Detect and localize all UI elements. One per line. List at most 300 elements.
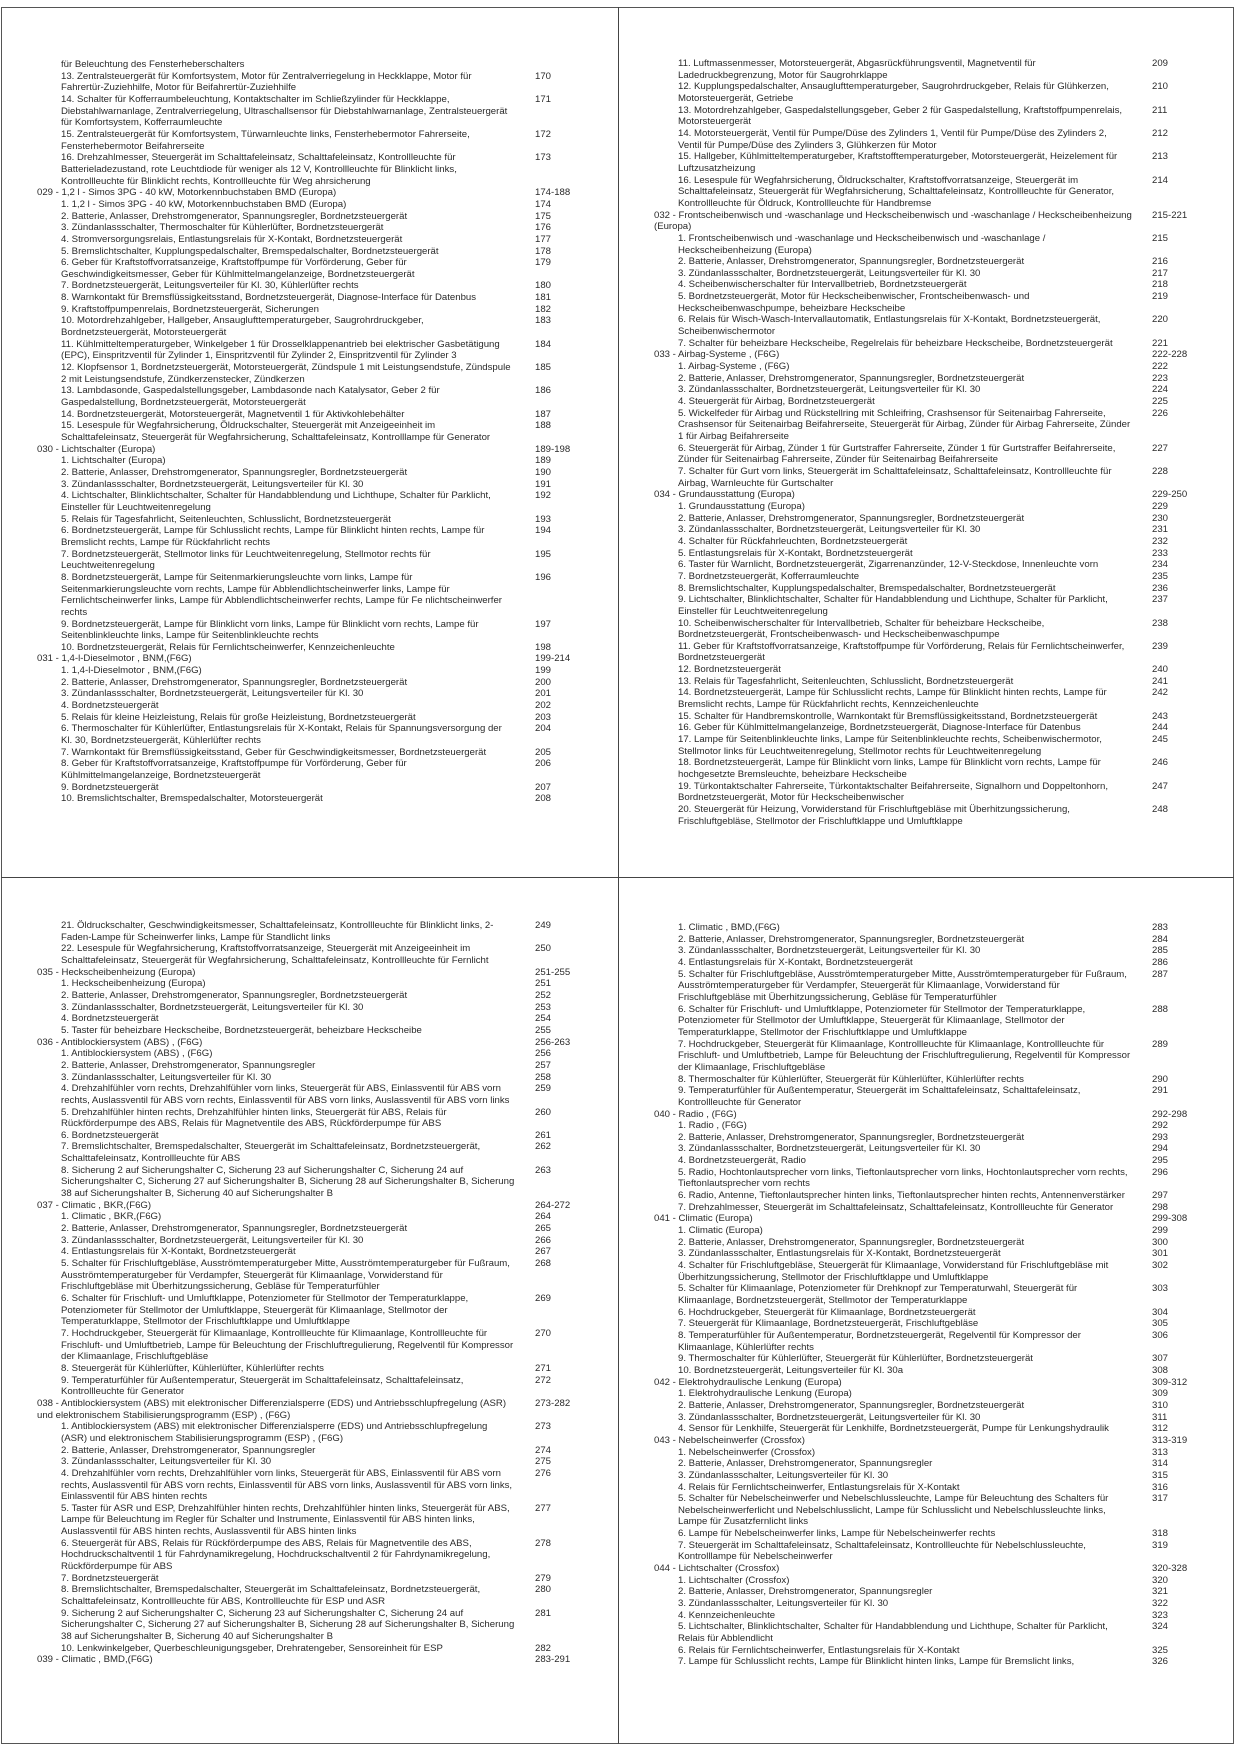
toc-entry-title: 036 - Antiblockiersystem (ABS) , (F6G) [37,1036,203,1048]
toc-entry-title: 17. Lampe für Seitenblinkleuchte links, Lampe für Seitenblinkleuchte rechts, Scheibenwischermotor, Stellmotor links für Leuchtweitenregelung, Stellmotor rechts für Leuchtweitenregelung [678,734,1102,757]
toc-item-entry [654,969,1214,1004]
toc-entry-title: 9. Temperaturfühler für Außentemperatur, Steuergerät im Schalttafeleinsatz, Schalttafeleinsatz, Kontrollleuchte für Generator [61,1374,464,1398]
toc-item-entry [37,199,597,211]
toc-entry-page-number: 326 [1152,1656,1169,1668]
toc-entry-title: 5. Radio, Hochtonlautsprecher vorn links, Tieftonlautsprecher vorn links, Hochtonlautsprecher vorn rechts, Tieftonlautsprecher vorn rechts [678,1166,1128,1190]
toc-entry-title: 5. Taster für beheizbare Heckscheibe, Bordnetzsteuergerät, beheizbare Heckscheibe [61,1024,422,1036]
toc-entry-page-number: 302 [1152,1260,1169,1272]
toc-entry-title: 9. Lichtschalter, Blinklichtschalter, Schalter für Handabblendung und Lichthupe, Schalter für Parklicht, Einsteller für Leuchtweitenregelung [678,594,1108,617]
toc-entry-title: 1. Antiblockiersystem (ABS) mit elektronischer Differenzialsperre (EDS) und Antriebsschlupfregelung (ASR) und elektronischem Stabilisierungsprogramm (ESP) , (F6G) [61,1421,488,1444]
toc-item-entry [37,1293,597,1328]
toc-entry-title: 030 - Lichtschalter (Europa) [37,443,156,455]
toc-entry-title: 19. Türkontaktschalter Fahrerseite, Türkontaktschalter Beifahrerseite, Signalhorn und Doppeltonhorn, Bordnetzsteuergerät, Motor für Heckscheibenwischer [678,780,1109,804]
toc-entry-page-number: 319 [1152,1539,1169,1551]
toc-entry-title: 7. Steuergerät im Schalttafeleinsatz, Schalttafeleinsatz, Kontrollleuchte für Nebelschlussleuchte, Kontrolllampe für Nebelscheinwerfer [678,1539,1086,1563]
toc-entry-page-number: 261 [535,1129,552,1141]
toc-item-entry [654,524,1214,536]
toc-entry-title: 2. Batterie, Anlasser, Drehstromgenerator, Spannungsregler, Bordnetzsteuergerät [678,1131,1025,1143]
toc-entry-title: 6. Geber für Kraftstoffvorratsanzeige, Kraftstoffpumpe für Vorförderung, Geber für Geschwindigkeitsmesser, Geber für Kühlmittelmangelanzeige, Bordnetzsteuergerät [61,257,415,280]
toc-entry-page-number: 190 [535,466,552,478]
toc-entry-title: 13. Zentralsteuergerät für Komfortsystem, Motor für Zentralverriegelung in Heckklappe, Motor für Fahrertür-Zuziehhilfe, Motor für Beifahrertür-Zuziehhilfe [61,70,472,94]
toc-entry-title: 1. Elektrohydraulische Lenkung (Europa) [678,1388,852,1400]
toc-item-entry [654,1528,1214,1540]
toc-section-entry [37,1037,597,1049]
toc-item-entry [37,1002,597,1014]
toc-entry-page-number: 176 [535,222,552,234]
toc-continuation-line [37,59,597,71]
toc-entry-page-number: 222-228 [1152,349,1188,361]
toc-item-entry [37,525,597,548]
toc-item-entry [37,234,597,246]
toc-entry-title: 4. Bordnetzsteuergerät [61,1013,159,1025]
toc-entry-title: 4. Kennzeichenleuchte [678,1609,776,1621]
toc-item-entry [654,1365,1214,1377]
toc-item-entry [37,920,597,943]
toc-item-entry [654,1447,1214,1459]
toc-item-entry [654,279,1214,291]
toc-entry-page-number: 209 [1152,58,1169,69]
toc-entry-page-number: 219 [1152,291,1169,303]
toc-item-entry [37,1072,597,1084]
toc-section-entry [654,489,1214,501]
toc-item-entry [654,1412,1214,1424]
toc-item-entry [654,757,1214,780]
toc-entry-title: 4. Drehzahlfühler vorn rechts, Drehzahlfühler vorn links, Steuergerät für ABS, Einlassventil für ABS vorn rechts, Auslassventil für ABS vorn rechts, Einlassventil für ABS vorn links, Auslassventil für ABS vorn links [61,1083,510,1106]
toc-entry-title: 8. Geber für Kraftstoffvorratsanzeige, Kraftstoffpumpe für Vorförderung, Geber für Kühlmittelmangelanzeige, Bordnetzsteuergerät [61,758,407,782]
toc-entry-title: 7. Bremslichtschalter, Bremspedalschalter, Steuergerät im Schalttafeleinsatz, Bordnetzsteuergerät, Schalttafeleinsatz, Kontrollleuchte für ABS [61,1141,481,1165]
toc-entry-title: 8. Bremslichtschalter, Kupplungspedalschalter, Bremspedalschalter, Bordnetzsteuergerät [678,582,1056,594]
toc-entry-title: 3. Zündanlassschalter, Bordnetzsteuergerät, Leitungsverteiler für Kl. 30 [678,1143,981,1155]
toc-item-entry [37,665,597,677]
toc-entry-page-number: 212 [1152,127,1169,139]
toc-entry-title: 9. Thermoschalter für Kühlerlüfter, Steuergerät für Kühlerlüfter, Bordnetzsteuergerät [678,1353,1033,1365]
toc-entry-title: 16. Lesespule für Wegfahrsicherung, Öldruckschalter, Kraftstoffvorratsanzeige, Steuergerät im Schalttafeleinsatz, Steuergerät für Wegfahrsicherung, Schalttafeleinsatz, Kontrollleuchte für Generator, Kontrollleuchte für Öldruck, Kontrollleuchte für Handbremse [678,174,1115,209]
toc-item-entry [654,945,1214,957]
toc-item-entry [654,1039,1214,1074]
toc-item-entry [37,1258,597,1293]
toc-entry-page-number: 325 [1152,1644,1169,1656]
toc-entry-title: 2. Batterie, Anlasser, Drehstromgenerator, Spannungsregler, Bordnetzsteuergerät [61,210,408,222]
toc-item-entry [654,361,1214,373]
toc-item-entry [37,1141,597,1164]
toc-entry-page-number: 172 [535,128,552,140]
toc-entry-page-number: 240 [1152,664,1169,676]
toc-entry-page-number: 206 [535,758,552,770]
toc-entry-title: 5. Taster für ASR und ESP, Drehzahlfühler hinten rechts, Drehzahlfühler hinten links, Steuergerät für ABS, Lampe für Beleuchtung im Regler für Schalter und Instrumente, Einlassventil für ABS hinten links, Auslassventil für ABS hinten rechts, Auslassventil für ABS hinten links [61,1502,510,1538]
toc-item-entry [654,1260,1214,1283]
toc-entry-title: 5. Bremslichtschalter, Kupplungspedalschalter, Bremspedalschalter, Bordnetzsteuergerät [61,245,439,257]
toc-item-entry [654,513,1214,525]
toc-item-entry [37,257,597,280]
toc-entry-title: 20. Steuergerät für Heizung, Vorwiderstand für Frischluftgebläse mit Überhitzungssicherung, Frischluftgebläse, Stellmotor der Frischluftklappe und Umluftklappe [678,804,1070,827]
toc-item-entry [37,1503,597,1538]
toc-entry-page-number: 280 [535,1584,552,1596]
toc-item-entry [654,804,1214,827]
toc-item-entry [654,408,1214,443]
toc-entry-title: 15. Schalter für Handbremskontrolle, Warnkontakt für Bremsflüssigkeitsstand, Bordnetzsteuergerät [678,710,1098,722]
toc-entry-page-number: 186 [535,385,552,397]
toc-section-entry [37,967,597,979]
toc-item-entry [654,1458,1214,1470]
toc-entry-title: 5. Schalter für Frischluftgebläse, Ausströmtemperaturgeber Mitte, Ausströmtemperaturgeber für Fußraum, Ausströmtemperaturgeber für Verdampfer, Steuergerät für Klimaanlage, Vorwiderstand für Frischluftgebläse mit Überhitzungssicherung, Gebläse für Temperaturfühler [61,1258,510,1293]
toc-item-entry [37,315,597,338]
toc-section-entry [654,1377,1214,1389]
toc-entry-page-number: 274 [535,1444,552,1456]
toc-entry-title: 032 - Frontscheibenwisch und -waschanlage und Heckscheibenwisch und -waschanlage / Heckscheibenheizung (Europa) [654,209,1132,233]
toc-entry-page-number: 323 [1152,1609,1169,1621]
toc-entry-title: 3. Zündanlassschalter, Bordnetzsteuergerät, Leitungsverteiler für Kl. 30 [61,1001,364,1013]
toc-item-entry [37,222,597,234]
toc-item-entry [37,304,597,316]
toc-item-entry [37,1130,597,1142]
toc-item-entry [654,1237,1214,1249]
toc-item-entry [654,1132,1214,1144]
toc-entry-title: 1. Frontscheibenwisch und -waschanlage und Heckscheibenwisch und -waschanlage / Heckscheibenheizung (Europa) [678,232,1046,256]
toc-entry-title: 6. Bordnetzsteuergerät, Lampe für Schlusslicht rechts, Lampe für Blinklicht hinten rechts, Lampe für Bremslicht rechts, Lampe für Rückfahrlicht rechts [61,525,485,548]
toc-entry-page-number: 256 [535,1048,552,1060]
toc-entry-title: 4. Sensor für Lenkhilfe, Steuergerät für Lenkhilfe, Bordnetzsteuergerät, Pumpe für Lenkungshydraulik [678,1423,1109,1435]
toc-item-entry [654,1656,1214,1668]
toc-entry-title: 2. Batterie, Anlasser, Drehstromgenerator, Spannungsregler, Bordnetzsteuergerät [678,372,1025,384]
toc-entry-title: 9. Sicherung 2 auf Sicherungshalter C, Sicherung 23 auf Sicherungshalter C, Sicherung 24 auf Sicherungshalter C, Sicherung 27 auf Sicherungshalter B, Sicherung 28 auf Sicherungshalter B, Sicherung 38 auf Sicherungshalter B, Sicherung 40 auf Sicherungshalter B [61,1607,515,1643]
toc-entry-page-number: 297 [1152,1190,1169,1202]
toc-entry-title: 6. Taster für Warnlicht, Bordnetzsteuergerät, Zigarrenanzünder, 12-V-Steckdose, Innenleuchte vorn [678,559,1099,571]
toc-entry-title: 9. Bordnetzsteuergerät [61,781,159,793]
toc-entry-title: 040 - Radio , (F6G) [654,1108,737,1120]
toc-entry-title: 10. Bordnetzsteuergerät, Leitungsverteiler für Kl. 30a [678,1364,904,1376]
toc-item-entry [37,211,597,223]
toc-item-entry [37,1235,597,1247]
toc-entry-page-number: 179 [535,257,552,269]
toc-entry-title: 12. Bordnetzsteuergerät [678,664,781,676]
toc-entry-page-number: 295 [1152,1155,1169,1167]
toc-item-entry [37,1083,597,1106]
toc-entry-title: 2. Batterie, Anlasser, Drehstromgenerator, Spannungsregler, Bordnetzsteuergerät [678,1399,1025,1411]
toc-item-entry [654,559,1214,571]
toc-entry-page-number: 182 [535,303,552,315]
toc-entry-page-number: 174 [535,198,552,210]
toc-item-entry [37,1165,597,1200]
toc-entry-page-number: 316 [1152,1481,1169,1493]
toc-entry-page-number: 214 [1152,174,1169,186]
toc-entry-page-number: 194 [535,525,552,537]
toc-entry-title: 1. Lichtschalter (Crossfox) [678,1574,790,1586]
toc-item-entry [654,734,1214,757]
toc-entry-page-number: 215 [1152,232,1169,244]
toc-entry-page-number: 312 [1152,1423,1169,1435]
toc-entry-page-number: 296 [1152,1166,1169,1178]
toc-entry-page-number: 259 [535,1083,552,1095]
toc-item-entry [654,687,1214,710]
toc-item-entry [654,1493,1214,1528]
toc-entry-page-number: 278 [535,1537,552,1549]
toc-entry-title: 2. Batterie, Anlasser, Drehstromgenerator, Spannungsregler [678,1458,933,1470]
toc-entry-page-number: 207 [535,781,552,793]
toc-entry-page-number: 217 [1152,267,1169,279]
toc-entry-page-number: 277 [535,1502,552,1514]
toc-entry-page-number: 299 [1152,1225,1169,1237]
toc-item-entry [37,129,597,152]
toc-entry-page-number: 273-282 [535,1397,571,1409]
toc-entry-page-number: 322 [1152,1598,1169,1610]
toc-entry-title: 3. Zündanlassschalter, Bordnetzsteuergerät, Leitungsverteiler für Kl. 30 [678,1411,981,1423]
toc-item-entry [37,490,597,513]
toc-item-entry [37,455,597,467]
toc-entry-page-number: 229 [1152,500,1169,512]
toc-entry-page-number: 231 [1152,524,1169,536]
toc-entry-page-number: 170 [535,70,552,82]
toc-item-entry [654,583,1214,595]
toc-item-entry [654,1482,1214,1494]
toc-entry-page-number: 216 [1152,256,1169,268]
toc-entry-page-number: 318 [1152,1528,1169,1540]
toc-entry-page-number: 269 [535,1293,552,1304]
toc-item-entry [654,338,1214,350]
toc-entry-page-number: 189-198 [535,443,571,455]
toc-item-entry [654,676,1214,688]
toc-page-bottom-right [619,878,1237,1748]
toc-entry-title: 15. Hallgeber, Kühlmitteltemperaturgeber, Kraftstofftemperaturgeber, Motorsteuergerät, Heizelement für Luftzusatzheizung [678,151,1118,174]
toc-entry-page-number: 317 [1152,1493,1169,1505]
toc-item-entry [37,1468,597,1503]
toc-item-entry [37,723,597,746]
toc-entry-page-number: 215-221 [1152,209,1188,221]
toc-list [37,59,597,805]
toc-entry-page-number: 175 [535,210,552,222]
toc-item-entry [654,536,1214,548]
toc-item-entry [37,1048,597,1060]
toc-entry-title: 031 - 1,4-l-Dieselmotor , BNM,(F6G) [37,653,192,665]
toc-entry-page-number: 181 [535,292,552,304]
toc-entry-title: 3. Zündanlassschalter, Leitungsverteiler für Kl. 30 [678,1598,889,1610]
toc-entry-title: 7. Bordnetzsteuergerät [61,1572,159,1584]
toc-item-entry [654,1575,1214,1587]
toc-entry-page-number: 203 [535,711,552,723]
toc-item-entry [37,1573,597,1585]
toc-item-entry [654,1190,1214,1202]
toc-entry-title: 10. Bremslichtschalter, Bremspedalschalter, Motorsteuergerät [61,793,323,805]
toc-entry-page-number: 185 [535,362,552,374]
toc-entry-title: 5. Entlastungsrelais für X-Kontakt, Bordnetzsteuergerät [678,547,913,559]
toc-item-entry [654,1598,1214,1610]
toc-entry-page-number: 292 [1152,1120,1169,1132]
toc-item-entry [37,1223,597,1235]
toc-section-entry [37,653,597,665]
toc-item-entry [37,990,597,1002]
toc-page-bottom-left [1,878,619,1748]
toc-entry-page-number: 222 [1152,361,1169,373]
toc-entry-page-number: 241 [1152,675,1169,687]
toc-entry-title: 3. Zündanlassschalter, Bordnetzsteuergerät, Leitungsverteiler für Kl. 30 [61,478,364,490]
toc-entry-title: 9. Kraftstoffpumpenrelais, Bordnetzsteuergerät, Sicherungen [61,303,319,315]
toc-entry-title: 5. Schalter für Klimaanlage, Potenziometer für Drehknopf zur Temperaturwahl, Steuergerät für Klimaanlage, Bordnetzsteuergerät, Stellmotor der Temperaturklappe [678,1283,1078,1306]
toc-entry-title: 7. Steuergerät für Klimaanlage, Bordnetzsteuergerät, Frischluftgebläse [678,1318,979,1330]
toc-item-entry [37,700,597,712]
toc-list [654,922,1214,1668]
toc-entry-page-number: 299-308 [1152,1213,1188,1225]
toc-item-entry [654,1540,1214,1563]
toc-entry-page-number: 193 [535,513,552,525]
toc-entry-page-number: 208 [535,793,552,805]
toc-entry-page-number: 307 [1152,1353,1169,1365]
toc-item-entry [654,105,1214,128]
toc-entry-title: 4. Stromversorgungsrelais, Entlastungsrelais für X-Kontakt, Bordnetzsteuergerät [61,233,403,245]
toc-entry-title: 2. Batterie, Anlasser, Drehstromgenerator, Spannungsregler, Bordnetzsteuergerät [678,512,1025,524]
toc-item-entry [37,572,597,619]
toc-entry-title: 6. Steuergerät für Airbag, Zünder 1 für Gurtstraffer Fahrerseite, Zünder 1 für Gurtstraffer Beifahrerseite, Zünder für Seitenairbag Fahrerseite, Zünder für Seitenairbag Beifahrerseite [678,442,1116,466]
toc-entry-page-number: 226 [1152,407,1169,419]
toc-item-entry [37,479,597,491]
toc-item-entry [654,81,1214,104]
toc-entry-page-number: 281 [535,1607,552,1619]
toc-entry-page-number: 243 [1152,710,1169,722]
toc-entry-page-number: 292-298 [1152,1108,1188,1120]
toc-entry-page-number: 189 [535,455,552,467]
toc-entry-page-number: 221 [1152,337,1169,349]
toc-item-entry [654,1120,1214,1132]
toc-entry-title: 4. Schalter für Rückfahrleuchten, Bordnetzsteuergerät [678,535,908,547]
toc-item-entry [37,1246,597,1258]
toc-item-entry [654,256,1214,268]
toc-entry-page-number: 230 [1152,512,1169,524]
toc-entry-title: 2. Batterie, Anlasser, Drehstromgenerator, Spannungsregler, Bordnetzsteuergerät [61,676,408,688]
toc-entry-title: 7. Hochdruckgeber, Steuergerät für Klimaanlage, Kontrollleuchte für Klimaanlage, Kontrollleuchte für Frischluft- und Umluftbetrieb, Lampe für Beleuchtung der Frischluftregulierung, Regelventil für Kompressor der Klimaanlage, Frischluftgebläse [61,1327,514,1363]
toc-item-entry [37,385,597,408]
toc-entry-page-number: 321 [1152,1586,1169,1598]
toc-item-entry [654,548,1214,560]
toc-entry-page-number: 236 [1152,582,1169,594]
toc-item-entry [37,71,597,94]
toc-entry-page-number: 180 [535,280,552,292]
toc-item-entry [37,1013,597,1025]
toc-entry-title: 11. Kühlmitteltemperaturgeber, Winkelgeber 1 für Drosselklappenantrieb bei elektrischer Gasbetätigung (EPC), Einspritzventil für Zylinder 1, Einspritzventil für Zylinder 2, Einspritzventil für Zylinder 3 [61,338,500,362]
toc-entry-title: 1. Climatic , BMD,(F6G) [678,922,780,933]
toc-entry-title: 8. Warnkontakt für Bremsflüssigkeitsstand, Bordnetzsteuergerät, Diagnose-Interface für Datenbus [61,292,477,304]
toc-entry-page-number: 255 [535,1024,552,1036]
toc-item-entry [37,1538,597,1573]
toc-section-entry [37,1398,597,1421]
toc-entry-title: 043 - Nebelscheinwerfer (Crossfox) [654,1434,805,1446]
toc-section-entry [37,187,597,199]
toc-entry-title: 2. Batterie, Anlasser, Drehstromgenerator, Spannungsregler, Bordnetzsteuergerät [61,1223,408,1235]
toc-entry-title: 4. Steuergerät für Airbag, Bordnetzsteuergerät [678,396,875,408]
toc-entry-title: 7. Bordnetzsteuergerät, Stellmotor links für Leuchtweitenregelung, Stellmotor rechts für Leuchtweitenregelung [61,548,431,572]
toc-entry-title: 4. Relais für Fernlichtscheinwerfer, Entlastungsrelais für X-Kontakt [678,1481,960,1493]
toc-entry-page-number: 313 [1152,1446,1169,1458]
toc-entry-page-number: 290 [1152,1073,1169,1085]
toc-item-entry [654,1586,1214,1598]
toc-entry-page-number: 204 [535,723,552,735]
toc-entry-page-number: 171 [535,93,552,105]
toc-entry-title: 13. Relais für Tagesfahrlicht, Seitenleuchten, Schlusslicht, Bordnetzsteuergerät [678,675,1014,687]
toc-entry-page-number: 242 [1152,687,1169,699]
toc-entry-title: 3. Zündanlassschalter, Leitungsverteiler für Kl. 30 [61,1456,272,1468]
toc-item-entry [37,409,597,421]
toc-item-entry [37,1456,597,1468]
toc-entry-page-number: 210 [1152,81,1169,93]
toc-entry-title: 5. Relais für Tagesfahrlicht, Seitenleuchten, Schlusslicht, Bordnetzsteuergerät [61,513,391,525]
toc-entry-page-number: 198 [535,641,552,653]
toc-entry-title: 3. Zündanlassschalter, Bordnetzsteuergerät, Leitungsverteiler für Kl. 30 [61,688,364,700]
toc-entry-page-number: 311 [1152,1411,1168,1423]
toc-entry-title: 2. Batterie, Anlasser, Drehstromgenerator, Spannungsregler [61,1059,316,1071]
toc-entry-page-number: 213 [1152,151,1169,163]
toc-entry-title: 3. Zündanlassschalter, Entlastungsrelais für X-Kontakt, Bordnetzsteuergerät [678,1248,1001,1260]
toc-entry-title: 4. Lichtschalter, Blinklichtschalter, Schalter für Handabblendung und Lichthupe, Schalter für Parklicht, Einsteller für Leuchtweitenregelung [61,490,491,513]
toc-entry-page-number: 183 [535,315,552,327]
toc-item-entry [37,420,597,443]
toc-entry-title: 6. Relais für Wisch-Wasch-Intervallautomatik, Entlastungsrelais für X-Kontakt, Bordnetzsteuergerät, Scheibenwischermotor [678,314,1101,338]
toc-entry-page-number: 294 [1152,1143,1169,1155]
toc-entry-page-number: 258 [535,1071,552,1083]
toc-entry-page-number: 199-214 [535,653,571,665]
toc-item-entry [654,1388,1214,1400]
toc-entry-page-number: 188 [535,420,552,432]
toc-entry-title: 21. Öldruckschalter, Geschwindigkeitsmesser, Schalttafeleinsatz, Kontrollleuchte für Blinklicht links, 2-Faden-Lampe für Scheinwerfer links, Lampe für Standlicht links [61,920,494,943]
toc-entry-title: 1. Climatic (Europa) [678,1225,763,1237]
toc-entry-title: 6. Relais für Fernlichtscheinwerfer, Entlastungsrelais für X-Kontakt [678,1644,960,1656]
toc-entry-title: 5. Lichtschalter, Blinklichtschalter, Schalter für Handabblendung und Lichthupe, Schalter für Parklicht, Relais für Abblendlicht [678,1621,1108,1645]
toc-entry-page-number: 291 [1152,1085,1169,1097]
toc-item-entry [654,1225,1214,1237]
toc-entry-title: 10. Lenkwinkelgeber, Querbeschleunigungsgeber, Drehratengeber, Sensoreinheit für ESP [61,1642,443,1654]
toc-item-entry [37,1421,597,1444]
toc-entry-title: 1. 1,2 l - Simos 3PG - 40 kW, Motorkennbuchstaben BMD (Europa) [61,198,347,210]
toc-entry-title: 1. Antiblockiersystem (ABS) , (F6G) [61,1048,213,1060]
toc-entry-page-number: 324 [1152,1621,1169,1633]
toc-entry-title: 2. Batterie, Anlasser, Drehstromgenerator, Spannungsregler, Bordnetzsteuergerät [678,1236,1025,1248]
toc-item-entry [37,362,597,385]
toc-entry-title: 22. Lesespule für Wegfahrsicherung, Kraftstoffvorratsanzeige, Steuergerät mit Anzeigeeinheit im Schalttafeleinsatz, Steuergerät für Wegfahrsicherung, Schalttafeleinsatz, Kontrollleuchte für Fernlicht [61,943,489,966]
toc-entry-title: 16. Geber für Kühlmittelmangelanzeige, Bordnetzsteuergerät, Diagnose-Interface für Datenbus [678,722,1081,734]
toc-entry-title: 10. Motordrehzahlgeber, Hallgeber, Ansauglufttemperaturgeber, Saugrohrdruckgeber, Bordnetzsteuergerät, Motorsteuergerät [61,315,424,339]
toc-entry-title: 4. Entlastungsrelais für X-Kontakt, Bordnetzsteuergerät [678,956,913,968]
toc-item-entry [37,747,597,759]
toc-item-entry [654,466,1214,489]
toc-item-entry [654,571,1214,583]
toc-entry-page-number: 235 [1152,570,1169,582]
toc-entry-title: 7. Bordnetzsteuergerät, Kofferraumleuchte [678,570,860,582]
toc-item-entry [654,1248,1214,1260]
toc-entry-title: 8. Bremslichtschalter, Bremspedalschalter, Steuergerät im Schalttafeleinsatz, Bordnetzsteuergerät, Schalttafeleinsatz, Kontrollleuchte für ABS, Kontrollleuchte für ESP und ASR [61,1584,481,1608]
toc-entry-title: 1. Lichtschalter (Europa) [61,455,166,467]
toc-item-entry [654,151,1214,174]
toc-item-entry [37,712,597,724]
toc-item-entry [37,1584,597,1607]
toc-entry-page-number: 248 [1152,804,1169,815]
toc-entry-title: 035 - Heckscheibenheizung (Europa) [37,966,196,978]
toc-entry-title: 034 - Grundausstattung (Europa) [654,489,795,501]
toc-item-entry [654,1085,1214,1108]
toc-item-entry [37,943,597,966]
toc-section-entry [37,444,597,456]
toc-list [37,920,597,1666]
toc-entry-page-number: 283 [1152,922,1169,933]
toc-entry-page-number: 285 [1152,945,1169,957]
toc-entry-page-number: 252 [535,989,552,1001]
toc-item-entry [654,1318,1214,1330]
toc-entry-page-number: 256-263 [535,1036,571,1048]
toc-entry-title: 1. Heckscheibenheizung (Europa) [61,978,206,990]
toc-section-entry [654,1435,1214,1447]
toc-item-entry [654,1423,1214,1435]
toc-section-entry [654,210,1214,233]
toc-entry-title: 13. Motordrehzahlgeber, Gaspedalstellungsgeber, Geber 2 für Gaspedalstellung, Kraftstoffpumpenrelais, Motorsteuergerät [678,104,1123,128]
toc-entry-page-number: 298 [1152,1201,1169,1213]
toc-entry-page-number: 202 [535,700,552,712]
toc-entry-page-number: 173 [535,152,552,164]
toc-item-entry [654,1143,1214,1155]
